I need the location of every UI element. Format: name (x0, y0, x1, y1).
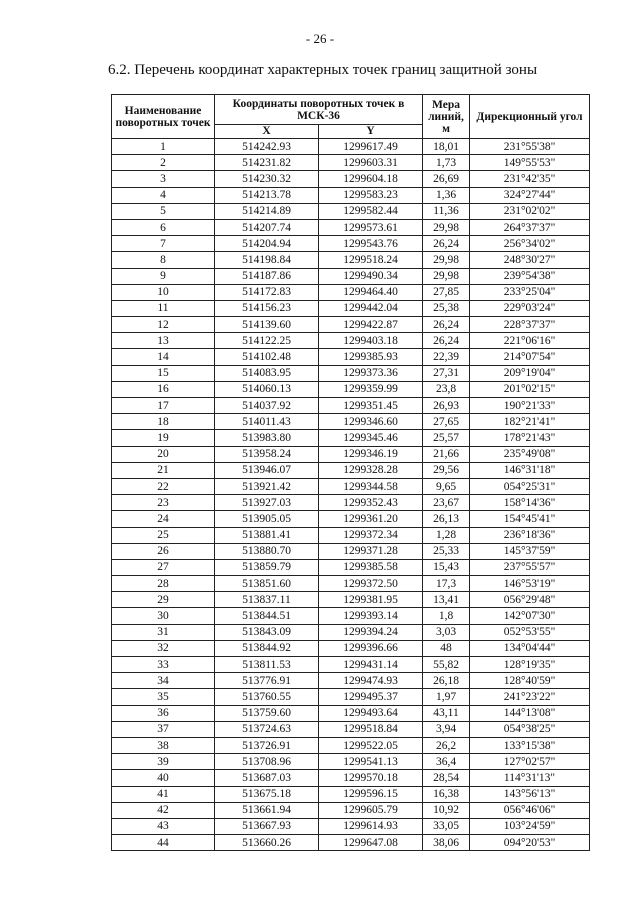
x-coordinate-cell: 514204.94 (215, 236, 319, 252)
point-number-cell: 44 (112, 835, 215, 851)
line-length-cell: 48 (423, 640, 470, 656)
x-coordinate-cell: 513921.42 (215, 478, 319, 494)
point-number-cell: 30 (112, 608, 215, 624)
x-coordinate-cell: 513726.91 (215, 737, 319, 753)
table-row (112, 818, 590, 834)
table-row (112, 786, 590, 802)
direction-angle-cell: 237°55'57" (470, 559, 590, 575)
direction-angle-cell: 221°06'16" (470, 333, 590, 349)
y-coordinate-cell: 1299490.34 (319, 268, 423, 284)
y-coordinate-cell: 1299474.93 (319, 673, 423, 689)
line-length-cell: 27,65 (423, 414, 470, 430)
line-length-cell: 29,98 (423, 219, 470, 235)
table-row (112, 705, 590, 721)
point-number-cell: 42 (112, 802, 215, 818)
x-coordinate-cell: 514242.93 (215, 139, 319, 155)
direction-angle-cell: 143°56'13" (470, 786, 590, 802)
table-row (112, 559, 590, 575)
point-number-cell: 38 (112, 737, 215, 753)
table-row (112, 139, 590, 155)
y-coordinate-cell: 1299518.24 (319, 252, 423, 268)
y-coordinate-cell: 1299522.05 (319, 737, 423, 753)
direction-angle-cell: 231°55'38" (470, 139, 590, 155)
line-length-cell: 13,41 (423, 592, 470, 608)
y-coordinate-cell: 1299385.93 (319, 349, 423, 365)
table-row (112, 349, 590, 365)
header-direction-angle: Дирекционный угол (470, 95, 590, 139)
point-number-cell: 13 (112, 333, 215, 349)
y-coordinate-cell: 1299346.60 (319, 414, 423, 430)
table-row (112, 835, 590, 851)
line-length-cell: 43,11 (423, 705, 470, 721)
point-number-cell: 4 (112, 187, 215, 203)
line-length-cell: 17,3 (423, 576, 470, 592)
y-coordinate-cell: 1299393.14 (319, 608, 423, 624)
x-coordinate-cell: 514198.84 (215, 252, 319, 268)
y-coordinate-cell: 1299543.76 (319, 236, 423, 252)
line-length-cell: 10,92 (423, 802, 470, 818)
line-length-cell: 1,73 (423, 155, 470, 171)
table-row (112, 462, 590, 478)
point-number-cell: 36 (112, 705, 215, 721)
direction-angle-cell: 235°49'08" (470, 446, 590, 462)
direction-angle-cell: 052°53'55" (470, 624, 590, 640)
table-row (112, 171, 590, 187)
x-coordinate-cell: 514207.74 (215, 219, 319, 235)
direction-angle-cell: 154°45'41" (470, 511, 590, 527)
y-coordinate-cell: 1299570.18 (319, 770, 423, 786)
x-coordinate-cell: 513881.41 (215, 527, 319, 543)
point-number-cell: 28 (112, 576, 215, 592)
point-number-cell: 21 (112, 462, 215, 478)
direction-angle-cell: 145°37'59" (470, 543, 590, 559)
direction-angle-cell: 056°46'06" (470, 802, 590, 818)
line-length-cell: 55,82 (423, 657, 470, 673)
x-coordinate-cell: 513958.24 (215, 446, 319, 462)
y-coordinate-cell: 1299344.58 (319, 478, 423, 494)
line-length-cell: 28,54 (423, 770, 470, 786)
point-number-cell: 41 (112, 786, 215, 802)
table-row (112, 721, 590, 737)
x-coordinate-cell: 513660.26 (215, 835, 319, 851)
line-length-cell: 38,06 (423, 835, 470, 851)
line-length-cell: 29,98 (423, 252, 470, 268)
y-coordinate-cell: 1299573.61 (319, 219, 423, 235)
line-length-cell: 36,4 (423, 754, 470, 770)
line-length-cell: 26,24 (423, 333, 470, 349)
line-length-cell: 23,67 (423, 495, 470, 511)
y-coordinate-cell: 1299371.28 (319, 543, 423, 559)
point-number-cell: 29 (112, 592, 215, 608)
table-row (112, 268, 590, 284)
point-number-cell: 7 (112, 236, 215, 252)
direction-angle-cell: 114°31'13" (470, 770, 590, 786)
y-coordinate-cell: 1299394.24 (319, 624, 423, 640)
table-row (112, 381, 590, 397)
x-coordinate-cell: 513776.91 (215, 673, 319, 689)
direction-angle-cell: 133°15'38" (470, 737, 590, 753)
line-length-cell: 23,8 (423, 381, 470, 397)
direction-angle-cell: 158°14'36" (470, 495, 590, 511)
x-coordinate-cell: 513760.55 (215, 689, 319, 705)
point-number-cell: 10 (112, 284, 215, 300)
direction-angle-cell: 146°53'19" (470, 576, 590, 592)
x-coordinate-cell: 513859.79 (215, 559, 319, 575)
y-coordinate-cell: 1299345.46 (319, 430, 423, 446)
point-number-cell: 9 (112, 268, 215, 284)
x-coordinate-cell: 513759.60 (215, 705, 319, 721)
line-length-cell: 27,85 (423, 284, 470, 300)
direction-angle-cell: 209°19'04" (470, 365, 590, 381)
direction-angle-cell: 231°42'35" (470, 171, 590, 187)
y-coordinate-cell: 1299351.45 (319, 398, 423, 414)
table-row (112, 365, 590, 381)
line-length-cell: 26,93 (423, 398, 470, 414)
direction-angle-cell: 256°34'02" (470, 236, 590, 252)
table-row (112, 478, 590, 494)
direction-angle-cell: 144°13'08" (470, 705, 590, 721)
y-coordinate-cell: 1299442.04 (319, 300, 423, 316)
x-coordinate-cell: 513687.03 (215, 770, 319, 786)
y-coordinate-cell: 1299346.19 (319, 446, 423, 462)
direction-angle-cell: 231°02'02" (470, 203, 590, 219)
direction-angle-cell: 229°03'24" (470, 300, 590, 316)
table-row (112, 203, 590, 219)
y-coordinate-cell: 1299518.84 (319, 721, 423, 737)
x-coordinate-cell: 514213.78 (215, 187, 319, 203)
x-coordinate-cell: 513667.93 (215, 818, 319, 834)
point-number-cell: 8 (112, 252, 215, 268)
table-row (112, 737, 590, 753)
direction-angle-cell: 149°55'53" (470, 155, 590, 171)
point-number-cell: 24 (112, 511, 215, 527)
line-length-cell: 26,24 (423, 317, 470, 333)
line-length-cell: 22,39 (423, 349, 470, 365)
y-coordinate-cell: 1299352.43 (319, 495, 423, 511)
direction-angle-cell: 324°27'44" (470, 187, 590, 203)
y-coordinate-cell: 1299403.18 (319, 333, 423, 349)
direction-angle-cell: 233°25'04" (470, 284, 590, 300)
y-coordinate-cell: 1299431.14 (319, 657, 423, 673)
line-length-cell: 15,43 (423, 559, 470, 575)
point-number-cell: 35 (112, 689, 215, 705)
direction-angle-cell: 142°07'30" (470, 608, 590, 624)
x-coordinate-cell: 514011.43 (215, 414, 319, 430)
x-coordinate-cell: 513880.70 (215, 543, 319, 559)
table-row (112, 527, 590, 543)
direction-angle-cell: 128°40'59" (470, 673, 590, 689)
direction-angle-cell: 241°23'22" (470, 689, 590, 705)
y-coordinate-cell: 1299493.64 (319, 705, 423, 721)
x-coordinate-cell: 513844.92 (215, 640, 319, 656)
table-row (112, 446, 590, 462)
table-row (112, 689, 590, 705)
point-number-cell: 39 (112, 754, 215, 770)
point-number-cell: 15 (112, 365, 215, 381)
table-row (112, 608, 590, 624)
section-heading: 6.2. Перечень координат характерных точек границ защитной зоны (108, 62, 538, 78)
point-number-cell: 20 (112, 446, 215, 462)
y-coordinate-cell: 1299541.13 (319, 754, 423, 770)
point-number-cell: 26 (112, 543, 215, 559)
x-coordinate-cell: 514139.60 (215, 317, 319, 333)
table-row (112, 640, 590, 656)
y-coordinate-cell: 1299603.31 (319, 155, 423, 171)
line-length-cell: 33,05 (423, 818, 470, 834)
direction-angle-cell: 239°54'38" (470, 268, 590, 284)
point-number-cell: 25 (112, 527, 215, 543)
point-number-cell: 18 (112, 414, 215, 430)
y-coordinate-cell: 1299381.95 (319, 592, 423, 608)
y-coordinate-cell: 1299328.28 (319, 462, 423, 478)
point-number-cell: 6 (112, 219, 215, 235)
x-coordinate-cell: 513724.63 (215, 721, 319, 737)
line-length-cell: 3,94 (423, 721, 470, 737)
direction-angle-cell: 214°07'54" (470, 349, 590, 365)
direction-angle-cell: 094°20'53" (470, 835, 590, 851)
x-coordinate-cell: 513844.51 (215, 608, 319, 624)
line-length-cell: 26,13 (423, 511, 470, 527)
point-number-cell: 33 (112, 657, 215, 673)
x-coordinate-cell: 514172.83 (215, 284, 319, 300)
direction-angle-cell: 248°30'27" (470, 252, 590, 268)
y-coordinate-cell: 1299495.37 (319, 689, 423, 705)
line-length-cell: 1,97 (423, 689, 470, 705)
header-x: X (215, 125, 319, 139)
direction-angle-cell: 228°37'37" (470, 317, 590, 333)
line-length-cell: 21,66 (423, 446, 470, 462)
line-length-cell: 18,01 (423, 139, 470, 155)
point-number-cell: 31 (112, 624, 215, 640)
direction-angle-cell: 146°31'18" (470, 462, 590, 478)
x-coordinate-cell: 513837.11 (215, 592, 319, 608)
x-coordinate-cell: 514122.25 (215, 333, 319, 349)
table-row (112, 252, 590, 268)
line-length-cell: 1,8 (423, 608, 470, 624)
point-number-cell: 40 (112, 770, 215, 786)
table-row (112, 187, 590, 203)
point-number-cell: 11 (112, 300, 215, 316)
table-row (112, 155, 590, 171)
point-number-cell: 16 (112, 381, 215, 397)
point-number-cell: 1 (112, 139, 215, 155)
direction-angle-cell: 134°04'44" (470, 640, 590, 656)
table-row (112, 511, 590, 527)
point-number-cell: 23 (112, 495, 215, 511)
line-length-cell: 27,31 (423, 365, 470, 381)
line-length-cell: 29,98 (423, 268, 470, 284)
point-number-cell: 32 (112, 640, 215, 656)
table-row (112, 398, 590, 414)
table-row (112, 673, 590, 689)
x-coordinate-cell: 513983.80 (215, 430, 319, 446)
line-length-cell: 26,2 (423, 737, 470, 753)
x-coordinate-cell: 514214.89 (215, 203, 319, 219)
y-coordinate-cell: 1299596.15 (319, 786, 423, 802)
y-coordinate-cell: 1299647.08 (319, 835, 423, 851)
line-length-cell: 25,33 (423, 543, 470, 559)
y-coordinate-cell: 1299372.34 (319, 527, 423, 543)
table-row (112, 802, 590, 818)
x-coordinate-cell: 513946.07 (215, 462, 319, 478)
line-length-cell: 16,38 (423, 786, 470, 802)
line-length-cell: 29,56 (423, 462, 470, 478)
direction-angle-cell: 103°24'59" (470, 818, 590, 834)
line-length-cell: 1,28 (423, 527, 470, 543)
line-length-cell: 25,57 (423, 430, 470, 446)
header-y: Y (319, 125, 423, 139)
x-coordinate-cell: 514037.92 (215, 398, 319, 414)
direction-angle-cell: 056°29'48" (470, 592, 590, 608)
table-row (112, 495, 590, 511)
y-coordinate-cell: 1299361.20 (319, 511, 423, 527)
y-coordinate-cell: 1299582.44 (319, 203, 423, 219)
line-length-cell: 26,18 (423, 673, 470, 689)
x-coordinate-cell: 513811.53 (215, 657, 319, 673)
direction-angle-cell: 054°38'25" (470, 721, 590, 737)
table-row (112, 657, 590, 673)
line-length-cell: 11,36 (423, 203, 470, 219)
point-number-cell: 2 (112, 155, 215, 171)
point-number-cell: 17 (112, 398, 215, 414)
point-number-cell: 12 (112, 317, 215, 333)
direction-angle-cell: 127°02'57" (470, 754, 590, 770)
table-row (112, 333, 590, 349)
y-coordinate-cell: 1299617.49 (319, 139, 423, 155)
header-line-length: Мера линий, м (423, 95, 470, 139)
line-length-cell: 1,36 (423, 187, 470, 203)
table-row (112, 219, 590, 235)
x-coordinate-cell: 514156.23 (215, 300, 319, 316)
x-coordinate-cell: 513905.05 (215, 511, 319, 527)
y-coordinate-cell: 1299385.58 (319, 559, 423, 575)
x-coordinate-cell: 513927.03 (215, 495, 319, 511)
direction-angle-cell: 201°02'15" (470, 381, 590, 397)
direction-angle-cell: 264°37'37" (470, 219, 590, 235)
x-coordinate-cell: 514083.95 (215, 365, 319, 381)
y-coordinate-cell: 1299396.66 (319, 640, 423, 656)
line-length-cell: 9,65 (423, 478, 470, 494)
point-number-cell: 37 (112, 721, 215, 737)
table-row (112, 754, 590, 770)
table-row (112, 624, 590, 640)
point-number-cell: 14 (112, 349, 215, 365)
table-row (112, 236, 590, 252)
line-length-cell: 25,38 (423, 300, 470, 316)
direction-angle-cell: 190°21'33" (470, 398, 590, 414)
y-coordinate-cell: 1299422.87 (319, 317, 423, 333)
direction-angle-cell: 054°25'31" (470, 478, 590, 494)
y-coordinate-cell: 1299605.79 (319, 802, 423, 818)
line-length-cell: 26,24 (423, 236, 470, 252)
x-coordinate-cell: 514187.86 (215, 268, 319, 284)
direction-angle-cell: 236°18'36" (470, 527, 590, 543)
point-number-cell: 3 (112, 171, 215, 187)
table-row (112, 284, 590, 300)
direction-angle-cell: 182°21'41" (470, 414, 590, 430)
table-row (112, 430, 590, 446)
y-coordinate-cell: 1299583.23 (319, 187, 423, 203)
point-number-cell: 43 (112, 818, 215, 834)
point-number-cell: 5 (112, 203, 215, 219)
table-row (112, 770, 590, 786)
x-coordinate-cell: 513708.96 (215, 754, 319, 770)
y-coordinate-cell: 1299464.40 (319, 284, 423, 300)
y-coordinate-cell: 1299614.93 (319, 818, 423, 834)
x-coordinate-cell: 514230.32 (215, 171, 319, 187)
x-coordinate-cell: 514102.48 (215, 349, 319, 365)
table-row (112, 592, 590, 608)
table-row (112, 300, 590, 316)
line-length-cell: 3,03 (423, 624, 470, 640)
x-coordinate-cell: 513843.09 (215, 624, 319, 640)
x-coordinate-cell: 513661.94 (215, 802, 319, 818)
table-body (112, 139, 590, 851)
table-row (112, 576, 590, 592)
point-number-cell: 27 (112, 559, 215, 575)
x-coordinate-cell: 514231.82 (215, 155, 319, 171)
y-coordinate-cell: 1299372.50 (319, 576, 423, 592)
y-coordinate-cell: 1299373.36 (319, 365, 423, 381)
table-row (112, 317, 590, 333)
x-coordinate-cell: 514060.13 (215, 381, 319, 397)
y-coordinate-cell: 1299359.99 (319, 381, 423, 397)
x-coordinate-cell: 513851.60 (215, 576, 319, 592)
table-row (112, 414, 590, 430)
point-number-cell: 34 (112, 673, 215, 689)
y-coordinate-cell: 1299604.18 (319, 171, 423, 187)
x-coordinate-cell: 513675.18 (215, 786, 319, 802)
header-point-name: Наименование поворотных точек (112, 95, 215, 139)
point-number-cell: 22 (112, 478, 215, 494)
header-coordinates: Координаты поворотных точек в МСК-36 (215, 95, 423, 125)
coordinates-table (111, 94, 590, 851)
direction-angle-cell: 128°19'35" (470, 657, 590, 673)
page-number: - 26 - (305, 31, 335, 46)
table-row (112, 543, 590, 559)
line-length-cell: 26,69 (423, 171, 470, 187)
point-number-cell: 19 (112, 430, 215, 446)
direction-angle-cell: 178°21'43" (470, 430, 590, 446)
